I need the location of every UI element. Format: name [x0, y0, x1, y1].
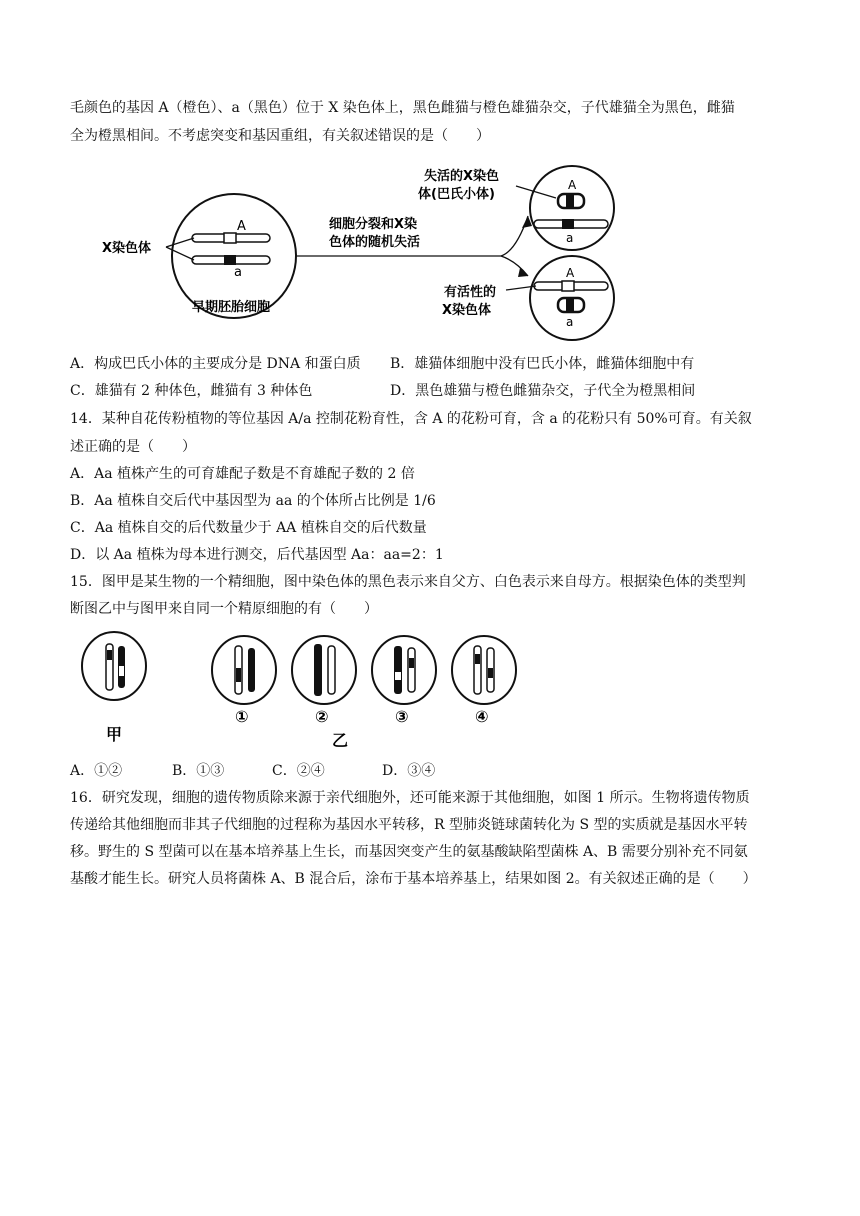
gene-a-lower: a — [566, 315, 574, 329]
cell-label-4: ④ — [475, 707, 489, 726]
chromosome-a-big — [192, 255, 270, 265]
q14-option-d: D．以 Aa 植株为母本进行测交，后代基因型 Aa：aa=2：1 — [70, 547, 444, 563]
q15-option-d: D．③④ — [382, 763, 436, 779]
cell-label-1: ① — [235, 707, 249, 726]
q16-line-2: 传递给其他细胞而非其子代细胞的过程称为基因水平转移，R 型肺炎链球菌转化为 S 型的实质就是基因水平转 — [70, 817, 748, 833]
q14-stem-line-1: 14．某种自花传粉植物的等位基因 A/a 控制花粉育性，含 A 的花粉可育，含 a 的花粉只有 50%可育。有关叙 — [70, 411, 752, 427]
cell-label-3: ③ — [395, 707, 409, 726]
label-embryo-cell: 早期胚胎细胞 — [192, 300, 271, 315]
q16-line-3: 移。野生的 S 型菌可以在基本培养基上生长，而基因突变产生的氨基酸缺陷型菌株 A、B 需要分别补充不同氨 — [70, 844, 748, 860]
label-jia: 甲 — [106, 725, 123, 744]
inactive-x-upper — [558, 194, 584, 208]
q15-stem-line-1: 15．图甲是某生物的一个精细胞，图中染色体的黑色表示来自父方、白色表示来自母方。根据染色体的类型判 — [70, 574, 746, 590]
cell-jia — [82, 632, 146, 700]
cell-3 — [372, 636, 436, 704]
q15-option-b: B．①③ — [172, 763, 225, 779]
q13-option-c: C．雄猫有 2 种体色，雌猫有 3 种体色 — [70, 383, 313, 399]
active-x-upper — [534, 219, 608, 229]
gene-A-lower: A — [566, 266, 575, 280]
q15-option-a: A．①② — [70, 763, 123, 779]
q13-option-d: D．黑色雄猫与橙色雌猫杂交，子代全为橙黑相间 — [390, 383, 696, 399]
cell-4 — [452, 636, 516, 704]
cell-label-2: ② — [315, 707, 329, 726]
q15-option-c: C．②④ — [272, 763, 325, 779]
jia-chromosomes — [106, 644, 125, 690]
label-active-line-1: 有活性的 — [444, 285, 497, 300]
q13-option-b: B．雄猫体细胞中没有巴氏小体，雌猫体细胞中有 — [390, 356, 695, 372]
q13-stem-line-1: 毛颜色的基因 A（橙色）、a（黑色）位于 X 染色体上，黑色雌猫与橙色雄猫杂交，子代雄猫全为黑色，雌猫 — [70, 100, 735, 116]
q13-stem-line-2: 全为橙黑相间。不考虑突变和基因重组，有关叙述错误的是（ ） — [70, 128, 490, 144]
q13-option-a: A．构成巴氏小体的主要成分是 DNA 和蛋白质 — [70, 356, 361, 372]
gene-a-big: a — [234, 265, 242, 280]
q14-stem-line-2: 述正确的是（ ） — [70, 439, 196, 455]
chromosome-A-big — [192, 233, 270, 243]
label-arrow-line-1: 细胞分裂和X染 — [329, 217, 418, 232]
label-active-line-2: X染色体 — [442, 303, 492, 318]
q16-line-4: 基酸才能生长。研究人员将菌株 A、B 混合后，涂布于基本培养基上，结果如图 2。有关叙述正确的是（ ） — [70, 871, 757, 887]
label-yi: 乙 — [332, 731, 349, 750]
q14-option-c: C．Aa 植株自交的后代数量少于 AA 植株自交的后代数量 — [70, 520, 427, 536]
gene-A-big: A — [237, 219, 246, 234]
label-x-chromosome: X染色体 — [102, 241, 152, 256]
gene-A-upper: A — [568, 178, 577, 192]
label-inactive-line-2: 体(巴氏小体) — [418, 187, 495, 202]
inactive-x-lower — [558, 298, 584, 312]
gene-a-upper: a — [566, 231, 574, 245]
q15-stem-line-2: 断图乙中与图甲来自同一个精原细胞的有（ ） — [70, 601, 378, 617]
cell-1 — [212, 636, 276, 704]
label-arrow-line-2: 色体的随机失活 — [329, 235, 421, 250]
label-inactive-line-1: 失活的X染色 — [424, 169, 500, 184]
q14-option-b: B．Aa 植株自交后代中基因型为 aa 的个体所占比例是 1/6 — [70, 493, 436, 509]
active-x-lower — [534, 281, 608, 291]
cell-2 — [292, 636, 356, 704]
q14-option-a: A．Aa 植株产生的可育雄配子数是不育雄配子数的 2 倍 — [70, 466, 415, 482]
x-inactivation-figure — [96, 156, 616, 346]
sperm-cells-figure — [70, 628, 550, 758]
q16-line-1: 16．研究发现，细胞的遗传物质除来源于亲代细胞外，还可能来源于其他细胞，如图 1 所示。生物将遗传物质 — [70, 790, 750, 806]
